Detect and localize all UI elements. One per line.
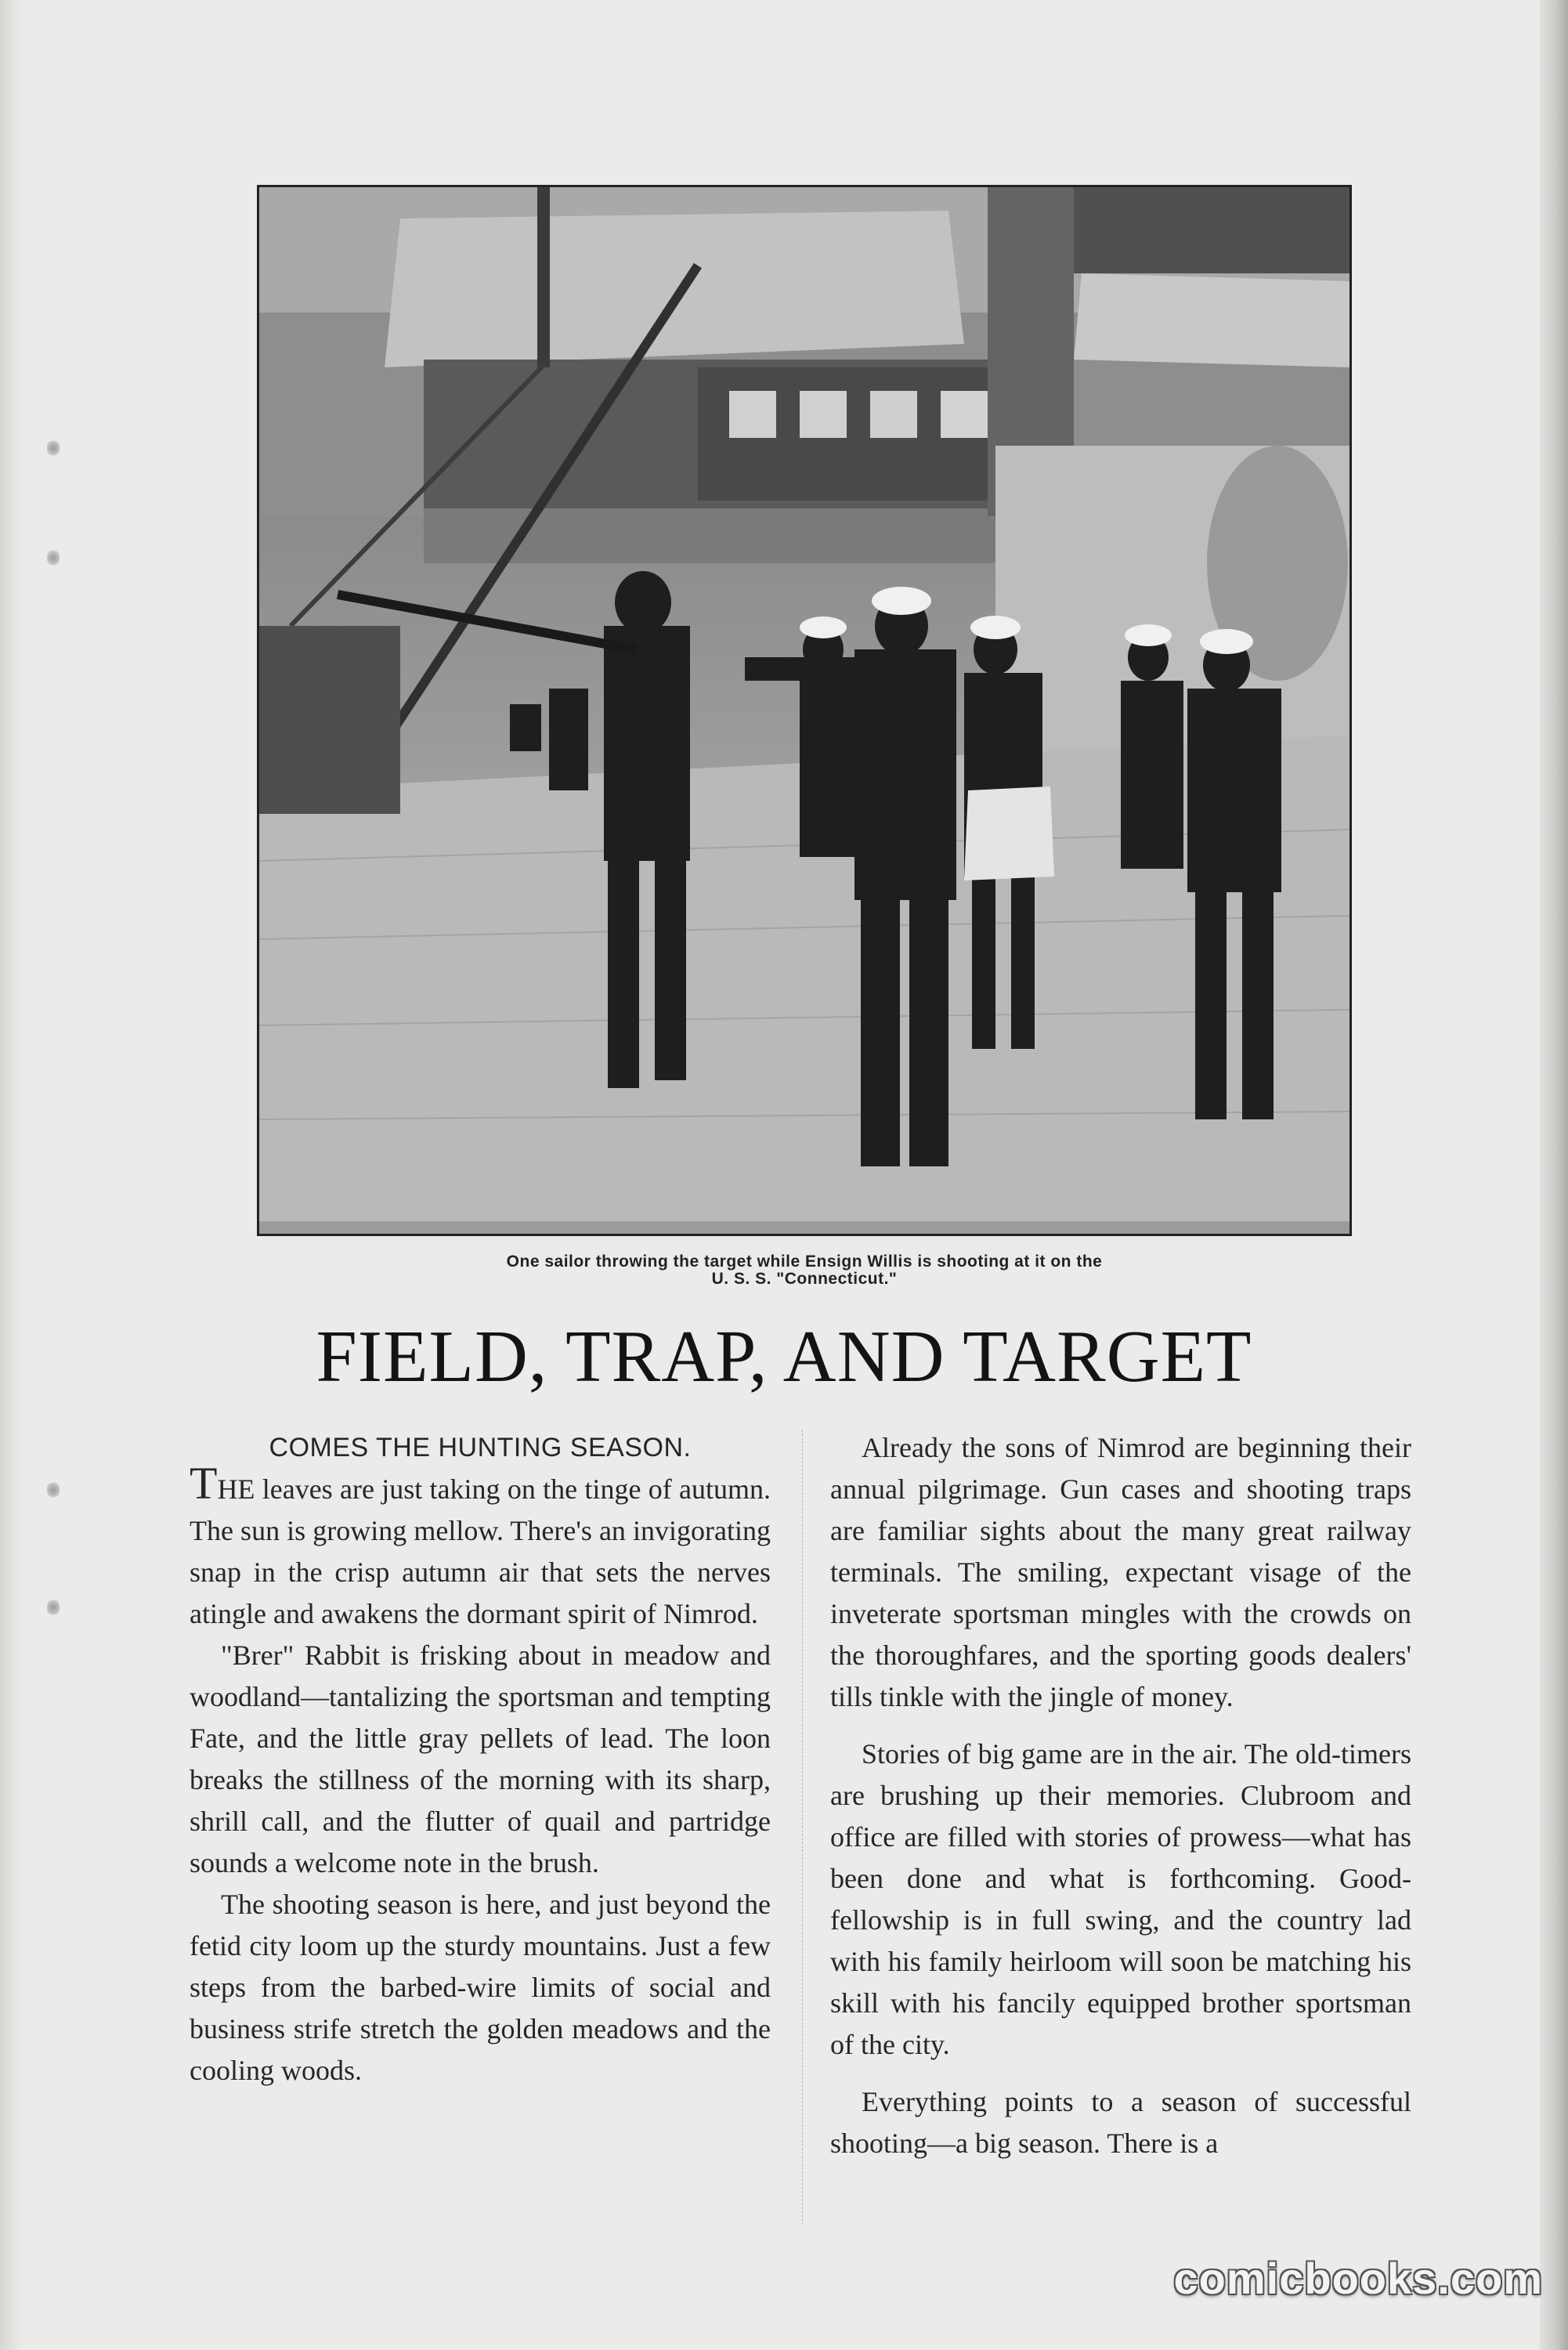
photo-illustration <box>259 187 1349 1234</box>
photo-caption <box>257 1253 1352 1288</box>
paragraph-1-text: HE leaves are just taking on the tinge of autumn. The sun is growing mellow. There's an invigorating snap in the crisp autumn air that sets the nerves atingle and awakens the dormant spirit of Nimrod. <box>190 1473 771 1629</box>
caption-line-1: One sailor throwing the target while Ensign Willis is shooting at it on the <box>506 1253 1103 1271</box>
left-column <box>190 1427 771 2092</box>
section-subhead: COMES THE HUNTING SEASON. <box>269 1433 692 1462</box>
article-headline: FIELD, TRAP, AND TARGET <box>316 1316 1252 1397</box>
right-column <box>830 1427 1411 2164</box>
paragraph-6: Everything points to a season of successful shooting—a big season. There is a <box>830 2086 1411 2159</box>
paragraph-5: Stories of big game are in the air. The old-timers are brushing up their memories. Clubroom and office are filled with stories of prowess—what has been done and what is forthcoming. Good-fellowship is in full swing, and the country lad with his family heirloom will soon be matching his skill with his fancily equipped brother sportsman of the city. <box>830 1738 1411 2060</box>
page-right-edge <box>1540 0 1568 2350</box>
binding-hole <box>47 439 60 457</box>
binding-hole <box>47 1598 60 1617</box>
caption-line-2: U. S. S. "Connecticut." <box>711 1270 898 1288</box>
paragraph-4: Already the sons of Nimrod are beginning their annual pilgrimage. Gun cases and shooting traps are familiar sights about the many great railway terminals. The smiling, expectant visage of the inveterate sportsman mingles with the crowds on the thoroughfares, and the sporting goods dealers' tills tinkle with the jingle of money. <box>830 1432 1411 1712</box>
deck-shooting-photograph <box>257 185 1352 1236</box>
page-left-edge <box>0 0 22 2350</box>
paragraph-3: The shooting season is here, and just beyond the fetid city loom up the sturdy mountains. Just a few steps from the barbed-wire limits of social and business strife stretch the golden meadows and the cooling woods. <box>190 1889 771 2086</box>
binding-hole <box>47 1480 60 1499</box>
drop-cap: T <box>190 1458 218 1509</box>
site-watermark: comicbooks.com <box>1173 2254 1543 2303</box>
paragraph-1 <box>190 1458 771 1635</box>
binding-hole <box>47 548 60 567</box>
paragraph-2: "Brer" Rabbit is frisking about in meadow and woodland—tantalizing the sportsman and tempting Fate, and the little gray pellets of lead. The loon breaks the stillness of the morning with its sharp, shrill call, and the flutter of quail and partridge sounds a welcome note in the brush. <box>190 1640 771 1878</box>
column-divider <box>802 1430 804 2225</box>
